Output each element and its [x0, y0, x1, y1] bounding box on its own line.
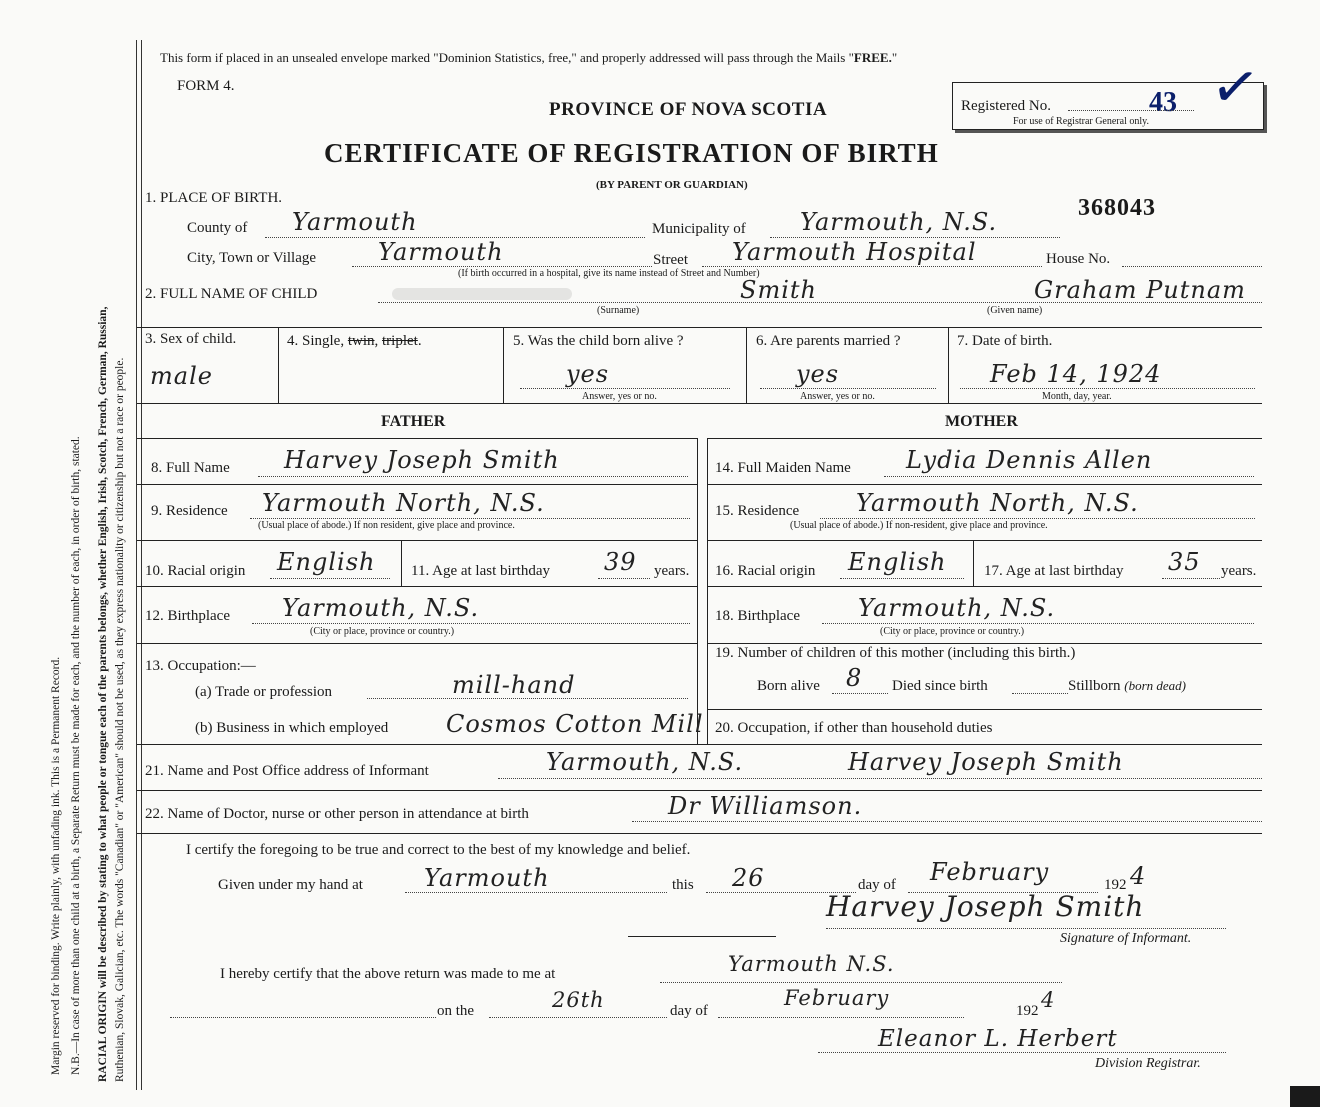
mother-name-line	[884, 476, 1254, 477]
facts-divider-3	[746, 327, 747, 403]
born-alive-label: Born alive	[757, 678, 820, 694]
place-heading: 1. PLACE OF BIRTH.	[145, 190, 283, 206]
doctor-rule	[137, 833, 1262, 834]
father-age-label: 11. Age at last birthday	[411, 563, 550, 579]
father-age-divider	[401, 540, 402, 586]
registrar-place-line	[660, 982, 1062, 983]
registrar-signature-caption: Division Registrar.	[1095, 1056, 1201, 1071]
mother-rule-6	[707, 709, 1262, 710]
page-subtitle: (BY PARENT OR GUARDIAN)	[596, 179, 748, 191]
born-alive-line	[832, 693, 888, 694]
alive-caption: Answer, yes or no.	[582, 391, 657, 402]
given-caption: (Given name)	[987, 305, 1043, 316]
informant-signature-line	[826, 928, 1226, 929]
sex-label: 3. Sex of child.	[145, 331, 237, 347]
informant-label: 21. Name and Post Office address of Informant	[145, 763, 429, 779]
house-label: House No.	[1046, 251, 1111, 267]
city-line	[352, 266, 652, 267]
margin-rule-inner	[141, 40, 142, 1090]
redacted-name-smudge	[392, 288, 572, 300]
married-caption: Answer, yes or no.	[800, 391, 875, 402]
municipality-label: Municipality of	[652, 221, 746, 237]
registered-checkmark-icon: ✓	[1206, 51, 1264, 124]
dayof-label: day of	[858, 877, 896, 893]
father-name-line	[258, 476, 688, 477]
father-birthplace-value: Yarmouth, N.S.	[282, 594, 480, 622]
given-under-label: Given under my hand at	[218, 877, 363, 893]
registrar-day-value: 26th	[552, 988, 605, 1012]
mother-occupation-label: 20. Occupation, if other than household duties	[715, 720, 993, 736]
father-age-unit: years.	[654, 563, 690, 579]
registered-label: Registered No.	[961, 98, 1051, 114]
municipality-value: Yarmouth, N.S.	[800, 208, 998, 236]
married-line	[760, 388, 936, 389]
margin-rule-outer	[136, 40, 137, 1090]
page-title: CERTIFICATE OF REGISTRATION OF BIRTH	[324, 138, 939, 168]
single-label	[287, 333, 422, 350]
registrar-note: For use of Registrar General only.	[1013, 116, 1149, 127]
mother-age-label: 17. Age at last birthday	[984, 563, 1124, 579]
given-place-value: Yarmouth	[424, 864, 550, 892]
postal-note-free: FREE.	[853, 50, 892, 65]
parents-bottom-rule	[137, 744, 1262, 745]
mother-residence-caption: (Usual place of abode.) If non-resident, give place and province.	[790, 520, 1048, 531]
informant-signature-caption: Signature of Informant.	[1060, 931, 1192, 946]
father-rule-4	[137, 586, 697, 587]
margin-note-nationality: Ruthenian, Slovak, Galician, etc. The words "Canadian" or "American" should not be used, as they express nationality or citizenship but not a race or people.	[114, 357, 126, 1082]
postal-note-end: "	[891, 50, 898, 65]
given-year-suffix: 4	[1130, 862, 1147, 890]
onthe-label: on the	[437, 1003, 475, 1019]
mother-birthplace-caption: (City or place, province or country.)	[880, 626, 1025, 637]
father-residence-value: Yarmouth North, N.S.	[262, 489, 545, 517]
single-label-triplet: triplet	[382, 333, 418, 349]
reg-month-line	[718, 1017, 964, 1018]
mother-name-value: Lydia Dennis Allen	[906, 446, 1153, 474]
registered-number: 43	[1149, 87, 1177, 118]
mother-residence-value: Yarmouth North, N.S.	[856, 489, 1139, 517]
alive-line	[520, 388, 730, 389]
father-age-value: 39	[604, 548, 637, 576]
dob-caption: Month, day, year.	[1042, 391, 1112, 402]
business-label: (b) Business in which employed	[195, 720, 389, 736]
mother-rule-5	[707, 643, 1262, 644]
county-label: County of	[187, 220, 248, 236]
street-value: Yarmouth Hospital	[732, 238, 977, 266]
postal-note	[160, 50, 897, 66]
mother-age-value: 35	[1168, 548, 1201, 576]
business-value: Cosmos Cotton Mill	[446, 710, 704, 738]
father-name-value: Harvey Joseph Smith	[284, 446, 560, 474]
trade-label: (a) Trade or profession	[195, 684, 333, 700]
registrar-place-value: Yarmouth N.S.	[728, 952, 895, 976]
father-rule-5	[137, 643, 697, 644]
given-day-value: 26	[732, 864, 765, 892]
father-residence-caption: (Usual place of abode.) If non resident, give place and province.	[258, 520, 515, 531]
father-heading: FATHER	[381, 413, 446, 430]
given-month-value: February	[930, 858, 1050, 886]
mother-residence-label: 15. Residence	[715, 503, 800, 519]
trade-value: mill-hand	[452, 671, 576, 699]
father-rule-2	[137, 484, 697, 485]
margin-note-racial-origin: RACIAL ORIGIN will be described by stating to what people or tongue each of the parents belongs, whether English, Irish, Scotch, French, German, Russian,	[97, 306, 109, 1082]
given-year-prefix: 192	[1104, 877, 1127, 893]
child-name-label: 2. FULL NAME OF CHILD	[145, 286, 318, 302]
mother-name-label: 14. Full Maiden Name	[715, 460, 851, 476]
sex-value: male	[150, 362, 213, 390]
registrar-month-value: February	[784, 986, 890, 1010]
reg-year-prefix: 192	[1016, 1003, 1039, 1019]
doctor-line	[632, 821, 1262, 822]
serial-number: 368043	[1078, 195, 1156, 221]
mother-rule-4	[707, 586, 1262, 587]
form-number: FORM 4.	[177, 78, 235, 94]
single-label-prefix: 4. Single,	[287, 333, 348, 349]
registrar-signature: Eleanor L. Herbert	[878, 1026, 1118, 1052]
postal-note-text: This form if placed in an unsealed envelope marked "Dominion Statistics, free," and properly addressed will pass through the Mails "	[160, 50, 854, 65]
hospital-note: (If birth occurred in a hospital, give its name instead of Street and Number)	[458, 268, 760, 279]
informant-address-value: Yarmouth, N.S.	[546, 748, 744, 776]
informant-name-value: Harvey Joseph Smith	[848, 748, 1124, 776]
child-surname-value: Smith	[740, 276, 817, 304]
certify-statement: I certify the foregoing to be true and correct to the best of my knowledge and belief.	[186, 842, 691, 858]
house-line	[1122, 266, 1262, 267]
this-label: this	[672, 877, 694, 893]
facts-top-rule	[137, 327, 1262, 328]
alive-value: yes	[566, 360, 610, 388]
married-value: yes	[796, 360, 840, 388]
margin-note-multiple-births: N.B.—In case of more than one child at a birth, a Separate Return must be made for each, and the number of each, in order of birth, stated.	[70, 436, 82, 1075]
mother-age-line	[1162, 578, 1220, 579]
mother-rule-1	[707, 438, 1262, 439]
mother-racial-label: 16. Racial origin	[715, 563, 816, 579]
reg-dayof-label: day of	[670, 1003, 708, 1019]
facts-divider-2	[503, 327, 504, 403]
registrar-place-line-2	[170, 1017, 436, 1018]
street-label: Street	[653, 252, 688, 268]
father-age-line	[598, 578, 650, 579]
mother-age-unit: years.	[1221, 563, 1257, 579]
reg-year-suffix: 4	[1041, 988, 1056, 1012]
corner-mark	[1290, 1086, 1320, 1107]
registered-box	[952, 51, 1264, 130]
dob-label: 7. Date of birth.	[957, 333, 1053, 349]
occupation-label: 13. Occupation:—	[145, 658, 256, 674]
mother-birthplace-line	[822, 623, 1254, 624]
father-racial-label: 10. Racial origin	[145, 563, 246, 579]
alive-label: 5. Was the child born alive ?	[513, 333, 684, 349]
dob-line	[960, 388, 1255, 389]
father-racial-value: English	[277, 548, 376, 576]
stillborn-label	[1068, 678, 1186, 695]
facts-bottom-rule	[137, 403, 1262, 404]
died-since-birth-line	[1012, 693, 1068, 694]
registrar-signature-line	[818, 1052, 1226, 1053]
doctor-value: Dr Williamson.	[668, 792, 863, 820]
informant-signature: Harvey Joseph Smith	[826, 890, 1145, 923]
facts-divider-1	[278, 327, 279, 403]
father-name-label: 8. Full Name	[151, 460, 230, 476]
mother-rule-3	[707, 540, 1262, 541]
province-heading: PROVINCE OF NOVA SCOTIA	[549, 99, 828, 120]
father-birthplace-line	[252, 623, 690, 624]
child-given-value: Graham Putnam	[1034, 276, 1246, 304]
father-racial-line	[270, 578, 390, 579]
father-residence-line	[250, 518, 690, 519]
doctor-label: 22. Name of Doctor, nurse or other person in attendance at birth	[145, 806, 529, 822]
single-label-twin: twin	[347, 333, 375, 349]
father-rule-3	[137, 540, 697, 541]
stillborn-note: (born dead)	[1124, 678, 1187, 693]
children-count-label: 19. Number of children of this mother (including this birth.)	[715, 645, 1076, 661]
married-label: 6. Are parents married ?	[756, 333, 901, 349]
mother-age-divider	[973, 540, 974, 586]
mother-heading: MOTHER	[945, 413, 1018, 430]
registrar-statement: I hereby certify that the above return was made to me at	[220, 966, 556, 982]
mother-birthplace-label: 18. Birthplace	[715, 608, 800, 624]
father-rule-1	[137, 438, 697, 439]
mother-residence-line	[820, 518, 1255, 519]
mother-racial-value: English	[848, 548, 947, 576]
reg-day-line	[489, 1017, 667, 1018]
certification-divider	[628, 936, 776, 937]
surname-caption: (Surname)	[597, 305, 640, 316]
mother-birthplace-value: Yarmouth, N.S.	[858, 594, 1056, 622]
stillborn-text: Stillborn	[1068, 678, 1121, 694]
county-value: Yarmouth	[292, 208, 418, 236]
dob-value: Feb 14, 1924	[990, 360, 1162, 388]
died-since-birth-label: Died since birth	[892, 678, 988, 694]
facts-divider-4	[948, 327, 949, 403]
single-label-end: .	[417, 333, 422, 349]
margin-note-binding: Margin reserved for binding. Write plainly, with unfading ink. This is a Permanent Record.	[50, 656, 62, 1075]
street-line	[702, 266, 1042, 267]
father-birthplace-caption: (City or place, province or country.)	[310, 626, 455, 637]
born-alive-value: 8	[846, 664, 863, 692]
mother-racial-line	[840, 578, 964, 579]
mother-rule-2	[707, 484, 1262, 485]
single-label-sep: ,	[374, 333, 383, 349]
father-birthplace-label: 12. Birthplace	[145, 608, 230, 624]
parents-center-rule-a	[697, 438, 698, 744]
city-value: Yarmouth	[378, 238, 504, 266]
informant-line	[498, 778, 1262, 779]
registered-dots	[1068, 110, 1194, 111]
city-label: City, Town or Village	[187, 250, 317, 266]
given-place-line	[405, 892, 667, 893]
informant-rule	[137, 790, 1262, 791]
father-residence-label: 9. Residence	[151, 503, 228, 519]
